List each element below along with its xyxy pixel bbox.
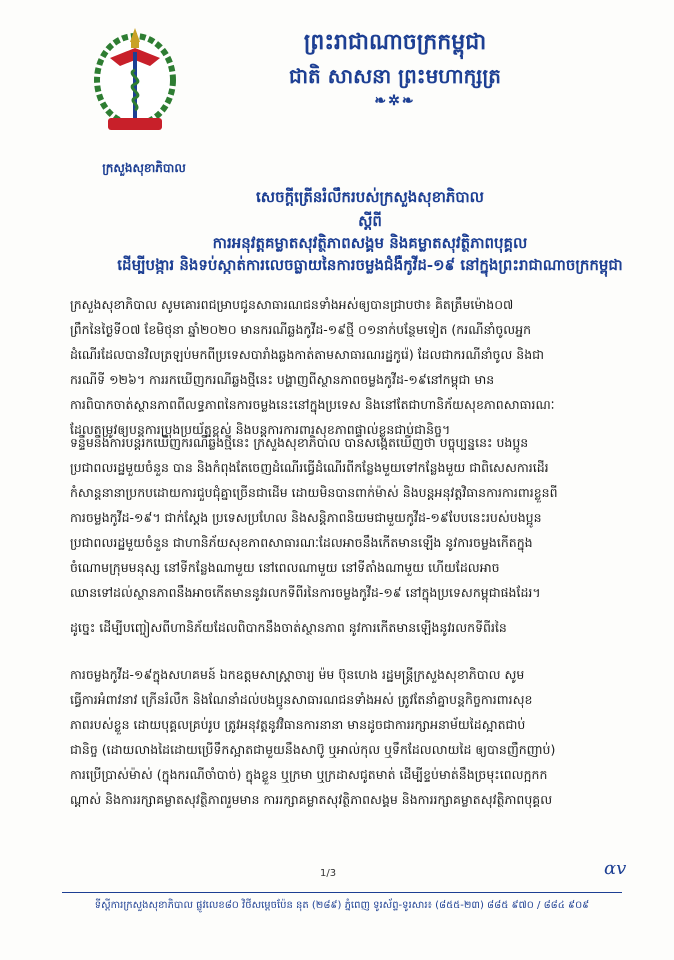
paragraph-line: ប្រជាពលរដ្ឋមួយចំនួន បាន និងកំពុងតែចេញដំណើរធ្វើដំណើរពីកន្លែងមួយទៅកន្លែងមួយ ជាពិសេសការដើរ bbox=[70, 460, 549, 475]
paragraph-line: កំសាន្តនានាប្រកបដោយការជួបជុំគ្នាច្រើនជាដើម ដោយមិនបានពាក់ម៉ាស់ និងបន្តអនុវត្តវិធានការការពារខ្លួនពី bbox=[70, 485, 558, 500]
paragraph-line: ព្រឹកនៃថ្ងៃទី០៧ ខែមិថុនា ឆ្នាំ២០២០ មានករណីឆ្លងកូវីដ-១៩ថ្មី ០១នាក់បន្ថែមទៀត (ករណីនាំចូលអ្នក bbox=[70, 322, 532, 337]
paragraph-line: ណ្តាស់ និងការរក្សាគម្លាតសុវត្ថិភាពរួមមាន ការរក្សាគម្លាតសុវត្ថិភាពសង្គម និងការរក្សាគម្លាតសុវត្ថិភាពបុគ្គល bbox=[70, 792, 553, 807]
paragraph-line: ប្រជាពលរដ្ឋមួយចំនួន ជាហានិភ័យសុខភាពសាធារណៈដែលអាចនឹងកើតមានឡើង នូវការចម្លងកើតក្នុង bbox=[70, 535, 533, 550]
paragraph-line: ក្រសួងសុខាភិបាល សូមគោរពជម្រាបជូនសាធារណជនទាំងអស់ឲ្យបានជ្រាបថា៖ គិតត្រឹមម៉ោង០៧ bbox=[70, 297, 514, 312]
paragraph-4 bbox=[70, 662, 640, 812]
ornament-divider: ❧✲❧ bbox=[374, 93, 416, 109]
paragraph-line: ការចម្លងកូវីដ-១៩ក្នុងសហគមន៍ ឯកឧត្តមសាស្ត្រាចារ្យ ម៉ម ប៊ុនហេង រដ្ឋមន្ត្រីក្រសួងសុខាភិបាល សូម bbox=[70, 667, 525, 682]
initials-signature: ɑv bbox=[604, 858, 627, 879]
paragraph-3 bbox=[70, 615, 640, 640]
paragraph-line: ករណីទី ១២៦។ ការរកឃើញករណីឆ្លងថ្មីនេះ បង្ហាញពីស្ថានភាពចម្លងកូវីដ-១៩នៅកម្ពុជា មាន bbox=[70, 372, 495, 387]
paragraph-line: ភាពរបស់ខ្លួន ដោយបុគ្គលគ្រប់រូប ត្រូវអនុវត្តនូវវិធានការនានា មានដូចជាការរក្សាអនាម័យដៃស្អាតជាប់ bbox=[70, 717, 526, 732]
ministry-emblem-icon bbox=[90, 18, 180, 138]
document-subject-line2: ដើម្បីបង្ការ និងទប់ស្កាត់ការលេចធ្លាយនៃការចម្លងជំងឺកូវីដ-១៩ នៅក្នុងព្រះរាជាណាចក្រកម្ពុជា bbox=[117, 256, 623, 274]
motto-heading: ជាតិ សាសនា ព្រះមហាក្សត្រ bbox=[289, 64, 501, 88]
paragraph-line: ជានិច្ច (ដោយលាងដៃដោយប្រើទឹកស្អាតជាមួយនឹងសាប៊ូ ឬអាល់កុល ឬទឹកដែលលាយដៃ ឲ្យបានញឹកញាប់) bbox=[70, 742, 556, 757]
paragraph-line: ឈានទៅដល់ស្ថានភាពនឹងអាចកើតមាននូវរលកទីពីរនៃការចម្លងកូវីដ-១៩ នៅក្នុងប្រទេសកម្ពុជាផងដែរ។ bbox=[70, 585, 541, 600]
document-title-connector: ស្តីពី bbox=[358, 212, 382, 230]
paragraph-line: ការពិបាកចាត់ស្ថានភាពពីលទ្ធភាពនៃការចម្លងនេះនៅក្នុងប្រទេស និងនៅតែជាហានិភ័យសុខភាពសាធារណៈ bbox=[70, 397, 555, 412]
document-subject-line1: ការអនុវត្តគម្លាតសុវត្ថិភាពសង្គម និងគម្លាតសុវត្ថិភាពបុគ្គល bbox=[212, 234, 528, 252]
paragraph-line: ចំណោមក្រុមមនុស្ស នៅទីកន្លែងណាមួយ នៅពេលណាមួយ នៅទីតាំងណាមួយ ហើយដែលអាច bbox=[70, 560, 500, 575]
paragraph-line: ទន្ទឹមនឹងការបន្តរកឃើញករណីឆ្លងថ្មីនេះ ក្រសួងសុខាភិបាល បានសង្កេតឃើញថា បច្ចុប្បន្ននេះ បងប្អូន bbox=[70, 435, 529, 450]
kingdom-heading: ព្រះរាជាណាចក្រកម្ពុជា bbox=[303, 29, 487, 55]
footer-address: ទីស្តីការក្រសួងសុខាភិបាល ផ្លូវលេខ៨០ វិថីសម្តេចប៉ែន នុត (២៨៩) ភ្នំពេញ ទូរស័ព្ទ-ទូរសារ៖ (៨៥៥-២៣) ៨៨៥ ៩៧០ / ៨៨៤ ៩០៩ bbox=[94, 900, 590, 911]
paragraph-line: ដូច្នេះ ដើម្បីបញ្ចៀសពីហានិភ័យដែលពិបាកនឹងចាត់ស្ថានភាព នូវការកើតមានឡើងនូវរលកទីពីរនៃ bbox=[70, 620, 507, 635]
document-title: សេចក្តីត្រើនរំលឹករបស់ក្រសួងសុខាភិបាល bbox=[256, 188, 484, 206]
paragraph-line: ធ្វើការអំពាវនាវ ក្រើនរំលឹក និងណែនាំដល់បងប្អូនសាធារណជនទាំងអស់ ត្រូវតែនាំគ្នាបន្តកិច្ចការពារសុខ bbox=[70, 692, 533, 707]
paragraph-line: ការចម្លងកូវីដ-១៩។ ជាក់ស្តែង ប្រទេសប្រហែល និងសន្តិភាពនិយមជាមួយកូវីដ-១៩បែបនេះរបស់បងប្អូន bbox=[70, 510, 542, 525]
footer-divider bbox=[62, 892, 622, 893]
paragraph-line: ដំណើរដែលបានវិលត្រឡប់មកពីប្រទេសបារាំងឆ្លងកាត់តាមសាធារណរដ្ឋកូរ៉េ) ដែលជាករណីនាំចូល និងជា bbox=[70, 347, 545, 362]
paragraph-line: ការប្រើប្រាស់ម៉ាស់ (ក្នុងករណីចាំបាច់) ក្នុងខ្លួន ឬក្រមា ឬក្រដាសជូតមាត់ ដើម្បីខ្ទប់មាត់នឹងច្រមុះពេលក្អកក bbox=[70, 767, 548, 782]
paragraph-line: ដែលតម្រូវឲ្យបន្តការប្រុងប្រយ័ត្នខ្ពស់ និងបន្តការការពារសុខភាពផ្ទាល់ខ្លួនជាប់ជានិច្ច។ bbox=[70, 422, 451, 437]
ministry-label: ក្រសួងសុខាភិបាល bbox=[102, 161, 186, 175]
page-number: 1/3 bbox=[320, 868, 337, 879]
paragraph-2 bbox=[70, 430, 640, 605]
paragraph-1 bbox=[70, 292, 640, 442]
